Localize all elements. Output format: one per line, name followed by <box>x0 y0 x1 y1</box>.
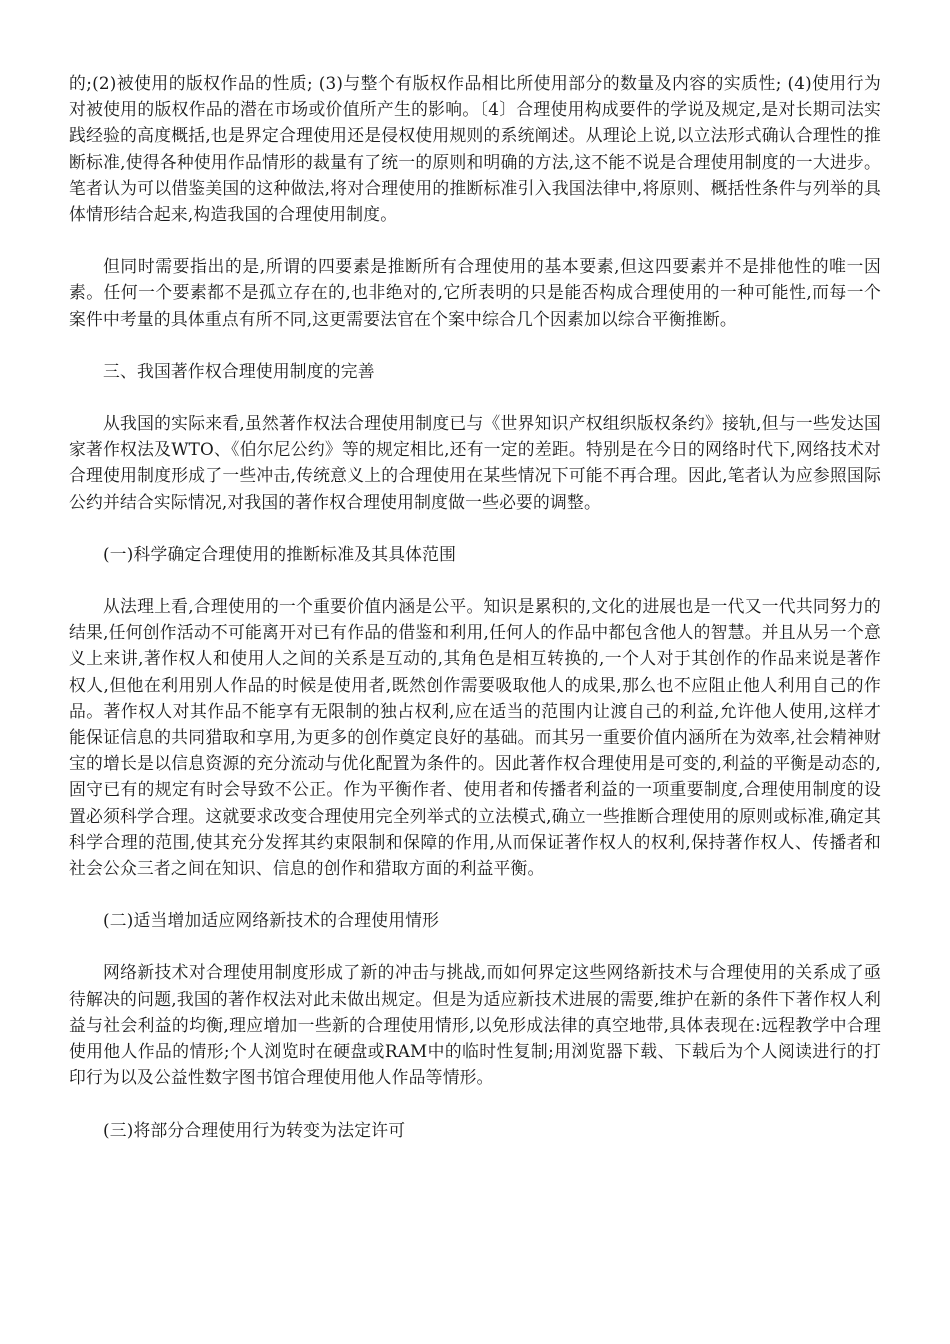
paragraph-current-situation: 从我国的实际来看,虽然著作权法合理使用制度已与《世界知识产权组织版权条约》接轨,但与一些发达国家著作权法及WTO、《伯尔尼公约》等的规定相比,还有一定的差距。特别是在今日的网络时代下,网络技术对合理使用制度形成了一些冲击,传统意义上的合理使用在某些情况下可能不再合理。因此,笔者认为应参照国际公约并结合实际情况,对我国的著作权合理使用制度做一些必要的调整。 <box>69 413 881 512</box>
paragraph-four-factors-note: 但同时需要指出的是,所谓的四要素是推断所有合理使用的基本要素,但这四要素并不是排他性的唯一因素。任何一个要素都不是孤立存在的,也非绝对的,它所表明的只是能否构成合理使用的一种可能性,而每一个案件中考量的具体重点有所不同,这更需要法官在个案中综合几个因素加以综合平衡推断。 <box>69 256 881 329</box>
subsection-heading-1: (一)科学确定合理使用的推断标准及其具体范围 <box>103 543 457 564</box>
paragraph-fairness-efficiency: 从法理上看,合理使用的一个重要价值内涵是公平。知识是累积的,文化的进展也是一代又一代共同努力的结果,任何创作活动不可能离开对已有作品的借鉴和利用,任何人的作品中都包含他人的智慧。并且从另一个意义上来讲,著作权人和使用人之间的关系是互动的,其角色是相互转换的,一个人对于其创作的作品来说是著作权人,但他在利用别人作品的时候是使用者,既然创作需要吸取他人的成果,那么也不应阻止他人利用自己的作品。著作权人对其作品不能享有无限制的独占权利,应在适当的范围内让渡自己的利益,允许他人使用,这样才能保证信息的共同猎取和享用,为更多的创作奠定良好的基础。而其另一重要价值内涵所在为效率,社会精神财宝的增长是以信息资源的充分流动与优化配置为条件的。因此著作权合理使用是可变的,利益的平衡是动态的,固守已有的规定有时会导致不公正。作为平衡作者、使用者和传播者利益的一项重要制度,合理使用制度的设置必须科学合理。这就要求改变合理使用完全列举式的立法模式,确立一些推断合理使用的原则或标准,确定其科学合理的范围,使其充分发挥其约束限制和保障的作用,从而保证著作权人的权利,保持著作权人、传播者和社会公众三者之间在知识、信息的创作和猎取方面的利益平衡。 <box>69 596 881 879</box>
paragraph-continuation: 的;(2)被使用的版权作品的性质; (3)与整个有版权作品相比所使用部分的数量及内容的实质性; (4)使用行为对被使用的版权作品的潜在市场或价值所产生的影响。〔4〕合理使用构成要件的学说及规定,是对长期司法实践经验的高度概括,也是界定合理使用还是侵权使用规则的系统阐述。从理论上说,以立法形式确认合理性的推断标准,使得各种使用作品情形的裁量有了统一的原则和明确的方法,这不能不说是合理使用制度的一大进步。笔者认为可以借鉴美国的这种做法,将对合理使用的推断标准引入我国法律中,将原则、概括性条件与列举的具体情形结合起来,构造我国的合理使用制度。 <box>69 73 881 225</box>
document-body <box>69 70 881 1169</box>
subsection-heading-3: (三)将部分合理使用行为转变为法定许可 <box>103 1119 406 1140</box>
section-heading-3: 三、我国著作权合理使用制度的完善 <box>103 360 375 381</box>
paragraph-network-technology: 网络新技术对合理使用制度形成了新的冲击与挑战,而如何界定这些网络新技术与合理使用的关系成了亟待解决的问题,我国的著作权法对此未做出规定。但是为适应新技术进展的需要,维护在新的条件下著作权人利益与社会利益的均衡,理应增加一些新的合理使用情形,以免形成法律的真空地带,具体表现在:远程教学中合理使用他人作品的情形;个人浏览时在硬盘或RAM中的临时性复制;用浏览器下载、下载后为个人阅读进行的打印行为以及公益性数字图书馆合理使用他人作品等情形。 <box>69 962 881 1088</box>
subsection-heading-2: (二)适当增加适应网络新技术的合理使用情形 <box>103 910 440 931</box>
